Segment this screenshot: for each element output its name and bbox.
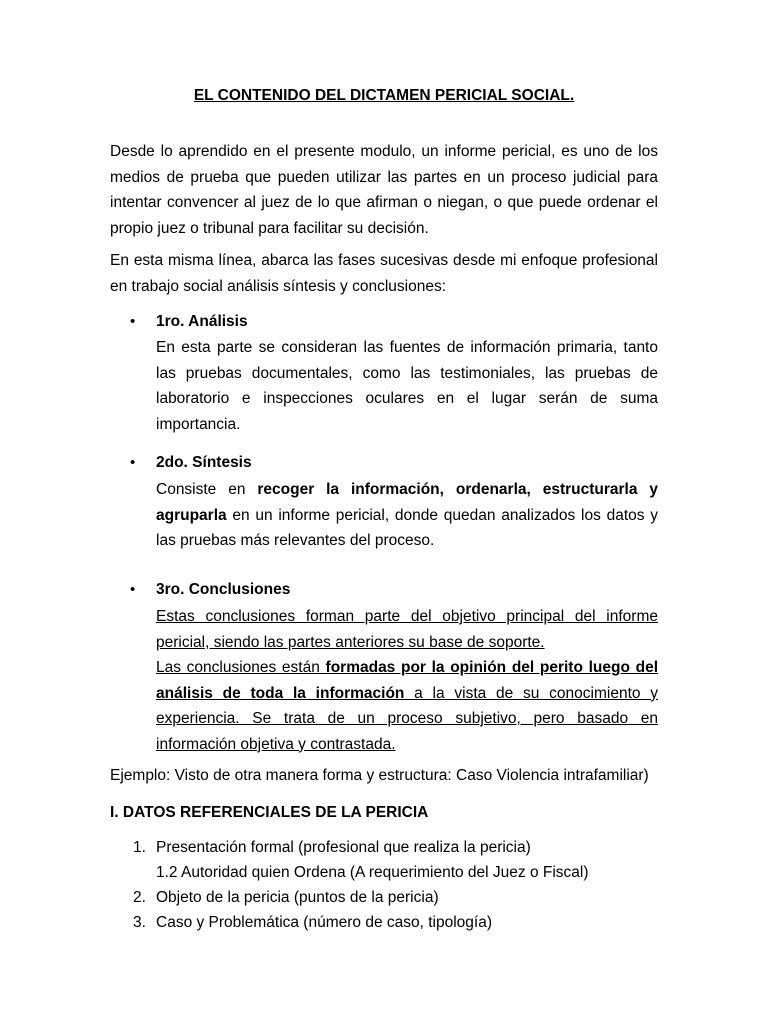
list-item-caso: Caso y Problemática (número de caso, tipología) [156, 914, 492, 931]
list-item-presentacion: Presentación formal (profesional que realiza la pericia) [156, 839, 531, 856]
sintesis-text-pre: Consiste en [156, 481, 258, 498]
bullet-body-analisis: En esta parte se consideran las fuentes de información primaria, tanto las pruebas documentales, como las testimoniales, las pruebas de laboratorio e inspecciones oculares en el lugar serán de suma importancia. [156, 339, 658, 433]
bullet-heading-analisis: 1ro. Análisis [156, 313, 248, 330]
bullet-marker: • [130, 313, 136, 330]
conclusiones-text-pre: Las conclusiones están [156, 659, 326, 676]
document-title: EL CONTENIDO DEL DICTAMEN PERICIAL SOCIAL. [193, 87, 575, 104]
bullet-body-conclusiones [156, 604, 658, 757]
list-subitem-autoridad: 1.2 Autoridad quien Ordena (A requerimiento del Juez o Fiscal) [156, 864, 589, 881]
example-line: Ejemplo: Visto de otra manera forma y estructura: Caso Violencia intrafamiliar) [110, 767, 649, 784]
conclusiones-text-post: a la vista de su conocimiento y experiencia. Se trata de un proceso subjetivo, pero basado en información objetiva y contrastada. [156, 684, 659, 753]
bullet-marker: • [130, 454, 136, 471]
list-item-objeto: Objeto de la pericia (puntos de la pericia) [156, 889, 439, 906]
sintesis-text-post: en un informe pericial, donde quedan analizados los datos y las pruebas más relevantes del proceso. [156, 506, 658, 549]
bullet-body-sintesis [156, 477, 658, 554]
conclusiones-text-line1: Estas conclusiones forman parte del objetivo principal del informe pericial, siendo las partes anteriores su base de soporte. [156, 608, 658, 651]
conclusiones-text-bold: formadas por la opinión del perito luego del análisis de toda la información [156, 659, 658, 702]
intro-paragraph: Desde lo aprendido en el presente modulo, un informe pericial, es uno de los medios de prueba que pueden utilizar las partes en un proceso judicial para intentar convencer al juez de lo que afirman o niegan, o que puede ordenar el propio juez o tribunal para facilitar su decisión. [110, 143, 658, 237]
bullet-heading-sintesis: 2do. Síntesis [156, 454, 252, 471]
bullet-heading-conclusiones: 3ro. Conclusiones [156, 581, 291, 598]
bullet-marker: • [130, 581, 136, 598]
section-heading: I. DATOS REFERENCIALES DE LA PERICIA [110, 804, 429, 821]
list-number: 2. [133, 889, 146, 906]
sintesis-text-bold: recoger la información, ordenarla, estructurarla y agruparla [156, 481, 658, 524]
phases-paragraph: En esta misma línea, abarca las fases sucesivas desde mi enfoque profesional en trabajo social análisis síntesis y conclusiones: [110, 252, 658, 295]
list-number: 1. [133, 839, 146, 856]
list-number: 3. [133, 914, 146, 931]
